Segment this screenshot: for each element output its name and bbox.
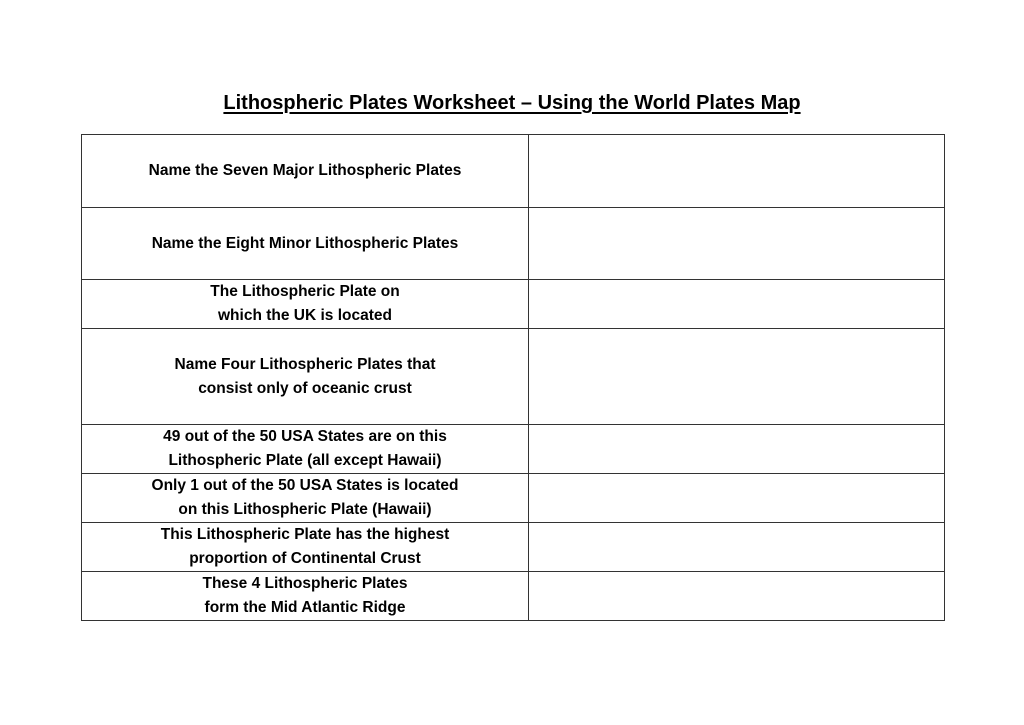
table-row [82, 572, 945, 621]
table-row [82, 135, 945, 208]
answer-cell[interactable] [529, 280, 945, 329]
question-text: Name the Eight Minor Lithospheric Plates [151, 234, 459, 252]
question-text: consist only of oceanic crust [198, 379, 412, 397]
question-text: Lithospheric Plate (all except Hawaii) [168, 452, 442, 469]
question-cell [82, 572, 529, 621]
question-text: Name Four Lithospheric Plates that [174, 355, 436, 373]
table-row [82, 329, 945, 425]
worksheet-table [81, 134, 945, 621]
question-text: The Lithospheric Plate on [210, 283, 400, 300]
table-row [82, 208, 945, 280]
question-text: This Lithospheric Plate has the highest [160, 526, 450, 543]
table-row [82, 280, 945, 329]
question-text: which the UK is located [218, 307, 392, 324]
question-text: on this Lithospheric Plate (Hawaii) [178, 501, 432, 518]
question-text: Only 1 out of the 50 USA States is located [151, 477, 459, 494]
answer-cell[interactable] [529, 523, 945, 572]
question-text: These 4 Lithospheric Plates [202, 575, 408, 592]
table-row [82, 474, 945, 523]
question-cell [82, 425, 529, 474]
question-text: 49 out of the 50 USA States are on this [163, 428, 447, 445]
question-cell [82, 135, 529, 208]
page-title: Lithospheric Plates Worksheet – Using the World Plates Map [223, 92, 801, 114]
answer-cell[interactable] [529, 135, 945, 208]
answer-cell[interactable] [529, 474, 945, 523]
question-cell [82, 280, 529, 329]
question-text: proportion of Continental Crust [189, 550, 421, 567]
question-cell [82, 208, 529, 280]
answer-cell[interactable] [529, 208, 945, 280]
answer-cell[interactable] [529, 572, 945, 621]
question-text: Name the Seven Major Lithospheric Plates [148, 162, 462, 179]
table-row [82, 523, 945, 572]
question-cell [82, 523, 529, 572]
answer-cell[interactable] [529, 329, 945, 425]
question-cell [82, 474, 529, 523]
question-cell [82, 329, 529, 425]
question-text: form the Mid Atlantic Ridge [204, 599, 406, 616]
answer-cell[interactable] [529, 425, 945, 474]
table-row [82, 425, 945, 474]
